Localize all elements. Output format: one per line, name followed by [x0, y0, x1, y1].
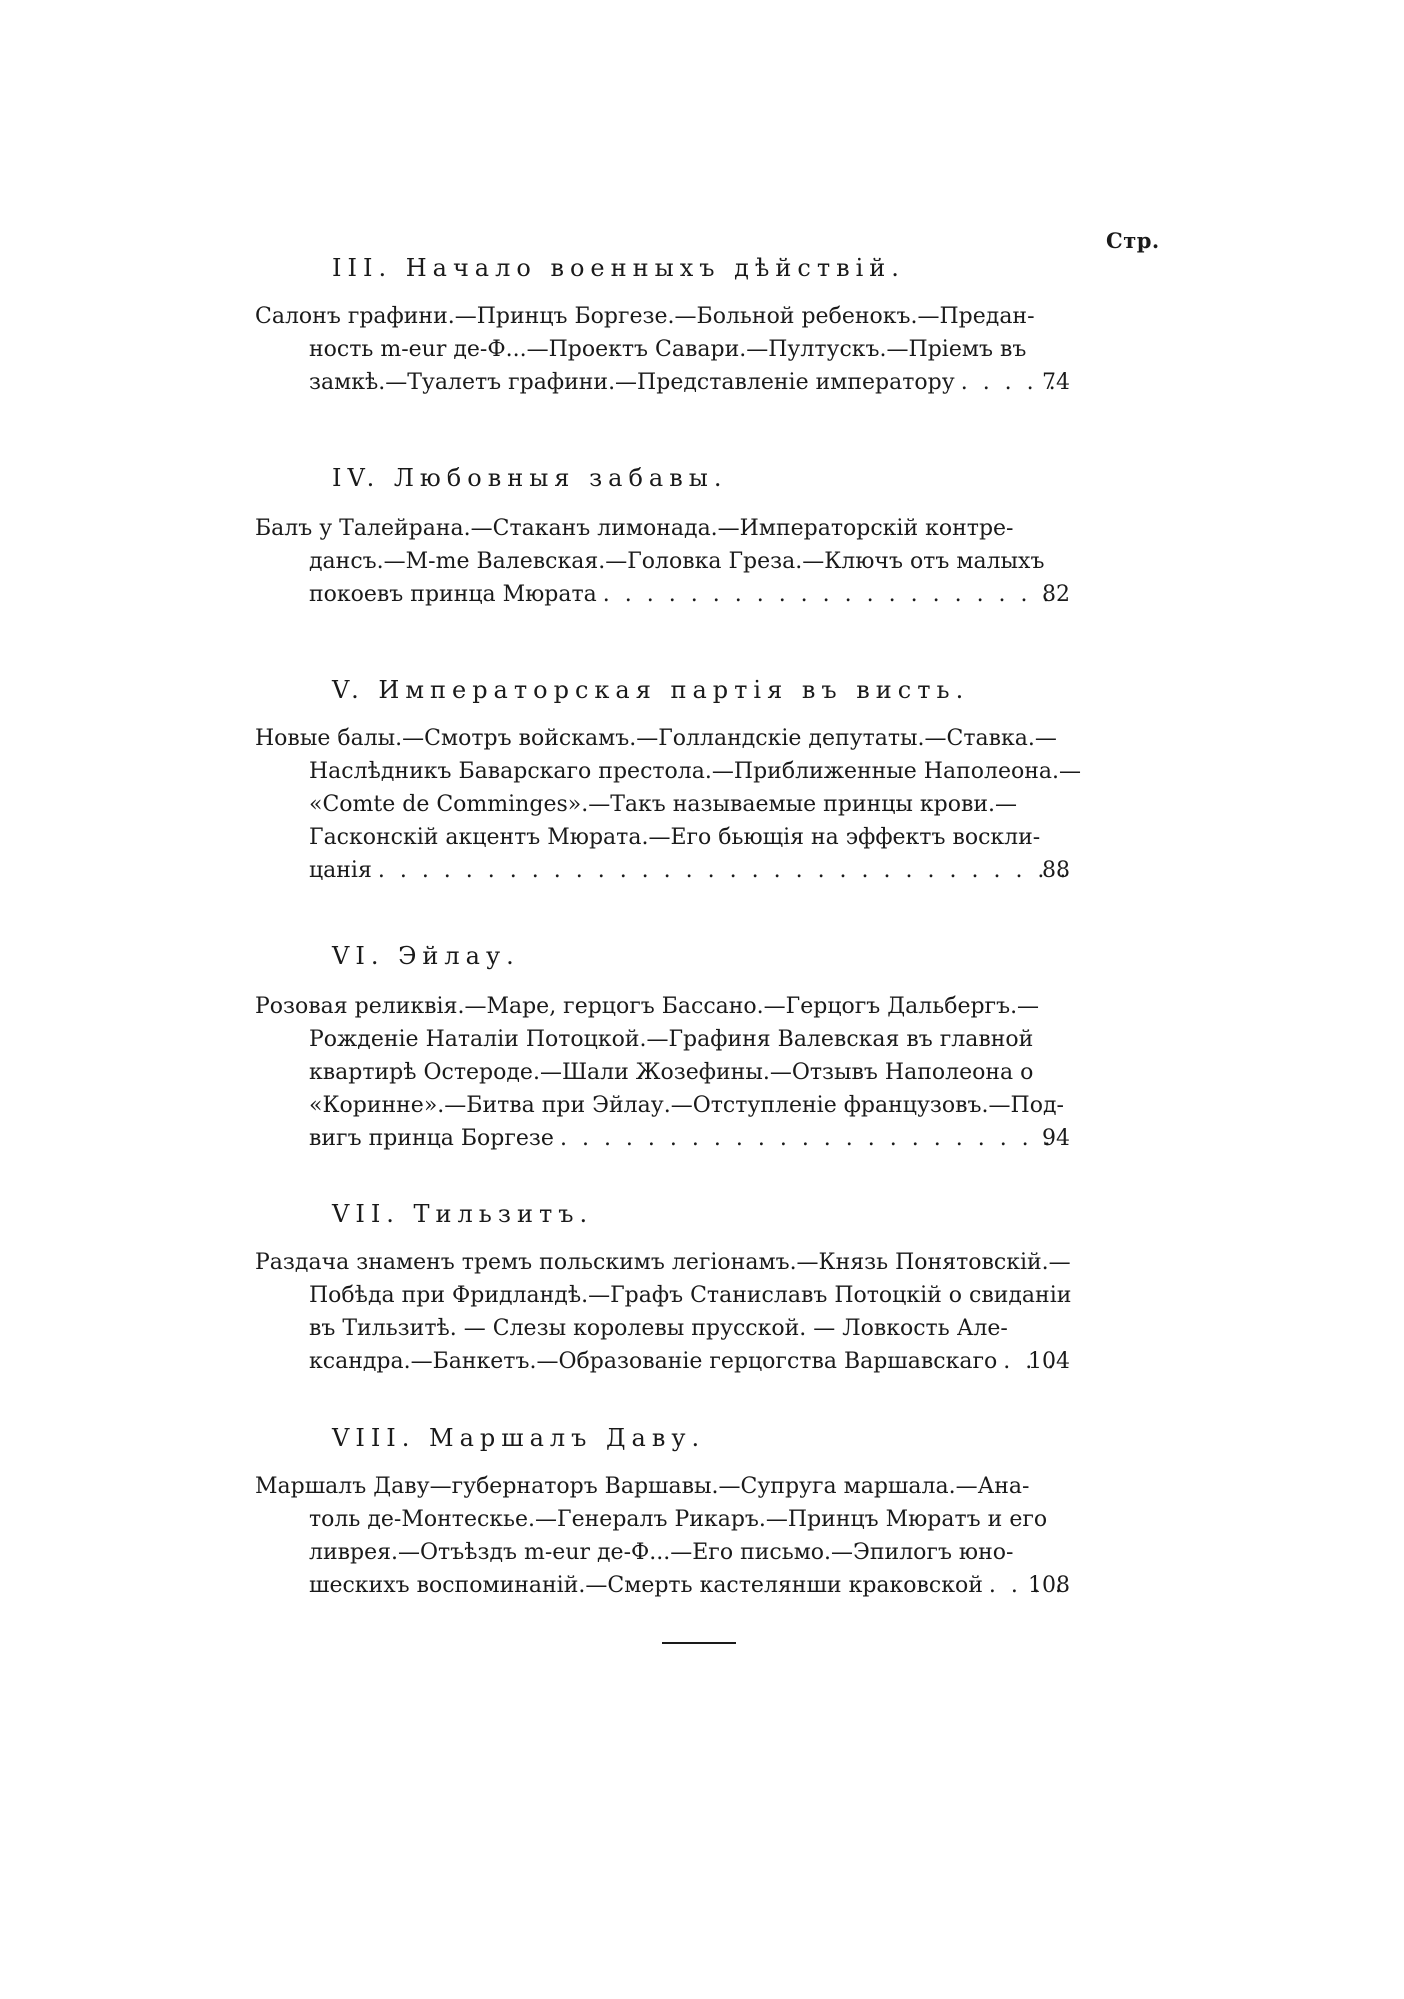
entry-line-last [255, 854, 1070, 887]
entry-line: толь де-Монтескье.—Генералъ Рикаръ.—Принцъ Мюратъ и его [309, 1507, 1048, 1532]
closing-rule [662, 1642, 736, 1644]
entry-line-text: шескихъ воспоминаній.—Смерть кастелянши краковской [309, 1573, 983, 1598]
chapter-entry-iv [255, 512, 1070, 611]
page-number: 82 [1042, 582, 1070, 607]
entry-line: квартирѣ Остероде.—Шали Жозефины.—Отзывъ Наполеона о [309, 1060, 1034, 1085]
entry-line: Маршалъ Даву—губернаторъ Варшавы.—Супруга маршала.—Ана- [255, 1474, 1030, 1499]
entry-line-last [255, 578, 1070, 611]
entry-line-text: ксандра.—Банкетъ.—Образованіе герцогства Варшавскаго [309, 1349, 998, 1374]
chapter-heading-viii: VIII. Маршалъ Даву. [332, 1424, 706, 1452]
entry-line: Балъ у Талейрана.—Стаканъ лимонада.—Императорскій контре- [255, 516, 1014, 541]
entry-line-text: цанія [309, 858, 372, 883]
entry-line: Побѣда при Фридландѣ.—Графъ Станиславъ Потоцкій о свиданіи [309, 1283, 1072, 1308]
entry-line-last [255, 1345, 1070, 1378]
entry-line: Раздача знаменъ тремъ польскимъ легіонамъ.—Князь Понятовскій.— [255, 1250, 1071, 1275]
page-column-label: Стр. [1106, 228, 1160, 253]
page-number: 74 [1042, 370, 1070, 395]
entry-line: Рожденіе Наталіи Потоцкой.—Графиня Валевская въ главной [309, 1027, 1034, 1052]
entry-line: Новые балы.—Смотръ войскамъ.—Голландскіе депутаты.—Ставка.— [255, 726, 1057, 751]
entry-line: Гасконскій акцентъ Мюрата.—Его бьющія на эффектъ воскли- [309, 825, 1041, 850]
entry-line-last [255, 366, 1070, 399]
chapter-heading-vii: VII. Тильзитъ. [332, 1200, 594, 1228]
dot-leader [560, 1122, 1064, 1155]
entry-line-text: покоевъ принца Мюрата [309, 582, 597, 607]
chapter-entry-viii [255, 1470, 1070, 1602]
entry-line: Розовая реликвія.—Маре, герцогъ Бассано.—Герцогъ Дальбергъ.— [255, 994, 1040, 1019]
entry-line-last [255, 1569, 1070, 1602]
chapter-heading-iv: IV. Любовныя забавы. [332, 464, 728, 492]
page-number: 108 [1028, 1573, 1070, 1598]
entry-line: ность m-eur де-Ф...—Проектъ Савари.—Пултускъ.—Пріемъ въ [309, 337, 1027, 362]
entry-line: «Коринне».—Битва при Эйлау.—Отступленіе французовъ.—Под- [309, 1093, 1064, 1118]
chapter-heading-iii: III. Начало военныхъ дѣйствій. [332, 254, 905, 282]
page-number: 94 [1042, 1126, 1070, 1151]
entry-line: дансъ.—M-me Валевская.—Головка Греза.—Ключъ отъ малыхъ [309, 549, 1045, 574]
entry-line: Салонъ графини.—Принцъ Боргезе.—Больной ребенокъ.—Предан- [255, 304, 1035, 329]
page-number: 104 [1028, 1349, 1070, 1374]
chapter-entry-iii [255, 300, 1070, 399]
chapter-entry-vi [255, 990, 1070, 1155]
chapter-entry-v [255, 722, 1082, 887]
chapter-entry-vii [255, 1246, 1070, 1378]
chapter-heading-vi: VI. Эйлау. [332, 942, 520, 970]
entry-line: ливрея.—Отъѣздъ m-eur де-Ф...—Его письмо.—Эпилогъ юно- [309, 1540, 1014, 1565]
entry-line-last [255, 1122, 1070, 1155]
entry-line-text: замкѣ.—Туалетъ графини.—Представленіе императору [309, 370, 955, 395]
entry-line-text: вигъ принца Боргезе [309, 1126, 554, 1151]
entry-line: въ Тильзитѣ. — Слезы королевы прусской. — Ловкость Але- [309, 1316, 1008, 1341]
page-number: 88 [1042, 858, 1070, 883]
dot-leader [378, 854, 1064, 887]
entry-line: Наслѣдникъ Баварскаго престола.—Приближенные Наполеона.— [309, 759, 1082, 784]
dot-leader [603, 578, 1064, 611]
entry-line: «Comte de Comminges».—Такъ называемые принцы крови.— [309, 792, 1018, 817]
chapter-heading-v: V. Императорская партія въ висть. [332, 676, 970, 704]
